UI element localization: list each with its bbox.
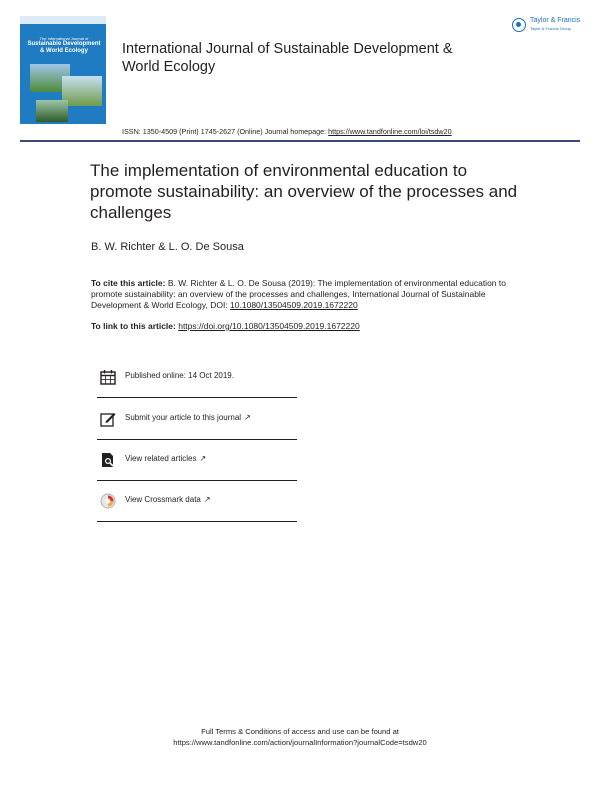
submit-article-label: Submit your article to this journal ↗ — [125, 413, 251, 422]
issn-text: ISSN: 1350-4509 (Print) 1745-2627 (Online) Journal homepage: — [122, 127, 329, 136]
document-search-icon — [100, 452, 116, 468]
crossmark-label: View Crossmark data ↗ — [125, 495, 211, 504]
divider — [97, 480, 297, 481]
article-authors: B. W. Richter & L. O. De Sousa — [91, 241, 244, 253]
crossmark-icon — [100, 493, 116, 509]
cite-label: To cite this article: — [91, 278, 166, 288]
footer-terms-text: Full Terms & Conditions of access and use can be found at — [201, 727, 399, 736]
divider — [97, 397, 297, 398]
divider — [97, 521, 297, 522]
journal-title: International Journal of Sustainable Development & World Ecology — [122, 41, 453, 75]
cite-doi-link[interactable]: 10.1080/13504509.2019.1672220 — [230, 300, 358, 310]
citation — [91, 278, 511, 311]
article-link — [91, 321, 360, 331]
external-link-icon: ↗ — [203, 495, 211, 504]
calendar-icon — [100, 369, 116, 385]
cover-line2: Sustainable Development — [27, 41, 101, 47]
journal-cover-image — [20, 16, 106, 124]
submit-article-item[interactable] — [97, 400, 297, 440]
published-online-label: Published online: 14 Oct 2019. — [125, 371, 234, 380]
external-link-icon: ↗ — [199, 454, 207, 463]
footer — [100, 726, 500, 748]
external-link-icon: ↗ — [244, 413, 251, 422]
related-articles-label: View related articles ↗ — [125, 454, 207, 463]
header-divider — [20, 140, 580, 142]
cover-line1: The International Journal of — [39, 36, 89, 41]
publisher-logo-icon — [512, 18, 526, 32]
divider — [97, 439, 297, 440]
related-articles-item[interactable] — [97, 441, 297, 481]
edit-icon — [100, 411, 116, 427]
crossmark-item[interactable] — [97, 482, 297, 522]
issn-line — [122, 127, 452, 136]
publisher-logo-subname: Taylor & Francis Group — [530, 26, 571, 31]
journal-homepage-link[interactable]: https://www.tandfonline.com/loi/tsdw20 — [328, 127, 452, 136]
cite-text: B. W. Richter & L. O. De Sousa (2019): The implementation of environmental education to promote sustainability: an overview of the processes and challenges, International Journal of Sustainable Development & World Ecology, DOI: — [91, 278, 506, 310]
footer-terms-link[interactable]: https://www.tandfonline.com/action/journalInformation?journalCode=tsdw20 — [173, 738, 427, 747]
published-online-item — [97, 358, 297, 398]
link-label: To link to this article: — [91, 321, 179, 331]
publisher-logo-name: Taylor & Francis — [530, 17, 581, 24]
cover-line3: & World Ecology — [40, 48, 88, 54]
article-title: The implementation of environmental education to promote sustainability: an overview of the processes and challenges — [90, 161, 518, 222]
doi-link[interactable]: https://doi.org/10.1080/13504509.2019.1672220 — [178, 321, 360, 331]
publisher-logo — [512, 16, 582, 38]
